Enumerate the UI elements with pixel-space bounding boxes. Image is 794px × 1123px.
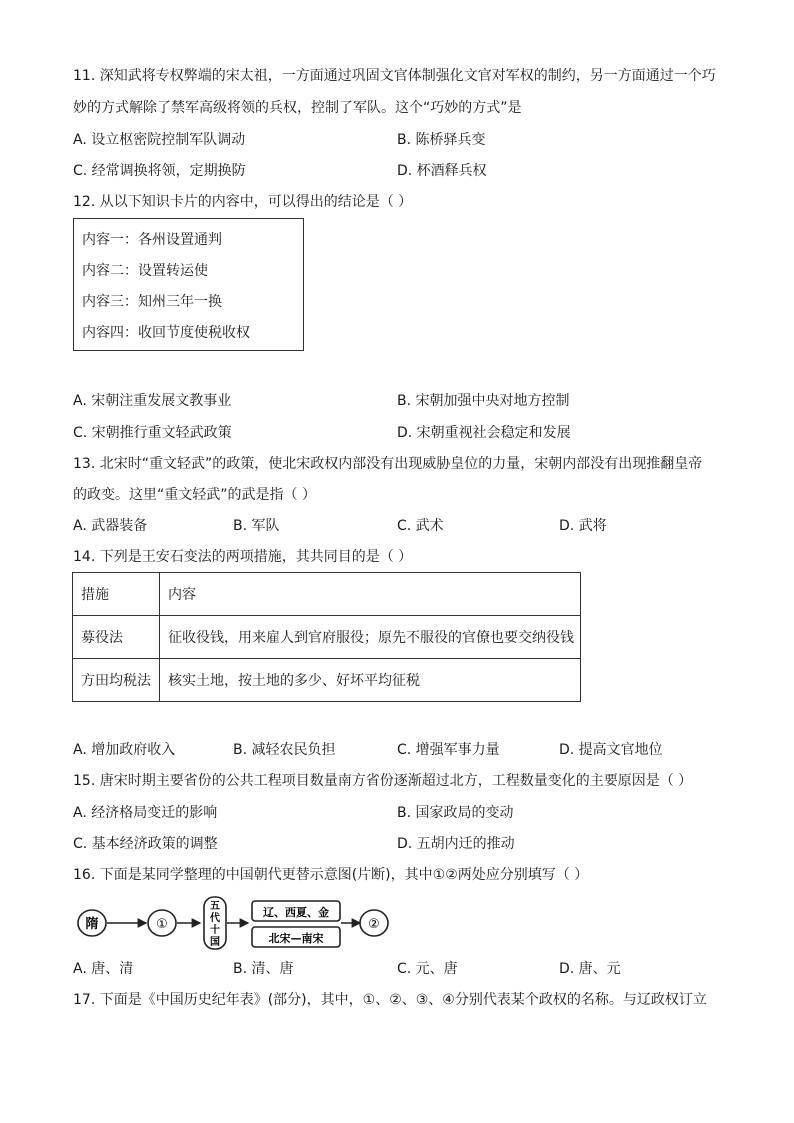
diagram-label-2: ②: [368, 917, 380, 932]
q16-option-a[interactable]: A. 唐、清: [73, 961, 134, 977]
q14-stem: 14. 下列是王安石变法的两项措施，其共同目的是（ ）: [73, 549, 413, 565]
q15-option-c[interactable]: C. 基本经济政策的调整: [73, 836, 218, 852]
q13-option-c[interactable]: C. 武术: [397, 518, 444, 534]
q13-option-a[interactable]: A. 武器装备: [73, 518, 148, 534]
q14-measures-table: [72, 572, 581, 702]
table-cell: 核实土地，按土地的多少、好坏平均征税: [160, 659, 581, 702]
q13-option-b[interactable]: B. 军队: [233, 518, 280, 534]
q15-option-d[interactable]: D. 五胡内迁的推动: [397, 836, 515, 852]
table-header-cell: 措施: [73, 573, 160, 616]
q11-option-a[interactable]: A. 设立枢密院控制军队调动: [73, 132, 246, 148]
diagram-label-five-dynasties-2: 代: [210, 913, 220, 924]
q14-option-c[interactable]: C. 增强军事力量: [397, 742, 500, 758]
diagram-label-liao-xixia-jin: 辽、西夏、金: [263, 906, 329, 919]
q15-option-a[interactable]: A. 经济格局变迁的影响: [73, 805, 218, 821]
diagram-label-five-dynasties-3: 十: [210, 925, 220, 936]
table-row: [73, 616, 581, 659]
table-cell: 募役法: [73, 616, 160, 659]
q12-option-b[interactable]: B. 宋朝加强中央对地方控制: [397, 393, 570, 409]
q16-stem: 16. 下面是某同学整理的中国朝代更替示意图(片断)，其中①②两处应分别填写（ ）: [73, 867, 589, 883]
diagram-label-five-dynasties-1: 五: [210, 901, 220, 912]
q11-option-c[interactable]: C. 经常调换将领，定期换防: [73, 163, 246, 179]
q11-option-d[interactable]: D. 杯酒释兵权: [397, 163, 487, 179]
table-header-cell: 内容: [160, 573, 581, 616]
q16-option-d[interactable]: D. 唐、元: [559, 961, 621, 977]
q16-option-c[interactable]: C. 元、唐: [397, 961, 458, 977]
q14-option-a[interactable]: A. 增加政府收入: [73, 742, 176, 758]
q12-card-item-2: 内容二：设置转运使: [82, 263, 208, 279]
q12-card-item-4: 内容四：收回节度使税收权: [82, 325, 250, 341]
diagram-label-five-dynasties-4: 国: [210, 937, 220, 948]
q14-option-b[interactable]: B. 减轻农民负担: [233, 742, 336, 758]
q14-option-d[interactable]: D. 提高文官地位: [559, 742, 663, 758]
q13-option-d[interactable]: D. 武将: [559, 518, 607, 534]
q11-stem-line1: 11. 深知武将专权弊端的宋太祖，一方面通过巩固文官体制强化文官对军权的制约，另一方面通过一个巧: [73, 68, 716, 84]
diagram-label-song: 北宋—南宋: [268, 932, 324, 945]
q12-option-d[interactable]: D. 宋朝重视社会稳定和发展: [397, 425, 571, 441]
q12-card-item-3: 内容三：知州三年一换: [82, 294, 222, 310]
diagram-label-sui: 隋: [85, 917, 99, 932]
q16-option-b[interactable]: B. 清、唐: [233, 961, 294, 977]
q15-option-b[interactable]: B. 国家政局的变动: [397, 805, 514, 821]
q12-stem: 12. 从以下知识卡片的内容中，可以得出的结论是（ ）: [73, 194, 413, 210]
table-cell: 方田均税法: [73, 659, 160, 702]
table-header-row: [73, 573, 581, 616]
diagram-label-1: ①: [156, 917, 168, 932]
table-row: [73, 659, 581, 702]
q16-dynasty-diagram: [76, 895, 396, 951]
table-cell: 征收役钱，用来雇人到官府服役；原先不服役的官僚也要交纳役钱: [160, 616, 581, 659]
q17-stem-line1: 17. 下面是《中国历史纪年表》(部分)，其中，①、②、③、④分别代表某个政权的名称。与辽政权订立: [73, 992, 707, 1008]
q11-option-b[interactable]: B. 陈桥驿兵变: [397, 132, 486, 148]
q12-option-c[interactable]: C. 宋朝推行重文轻武政策: [73, 425, 232, 441]
q12-knowledge-card: [73, 218, 304, 351]
q13-stem-line2: 的政变。这里“重文轻武”的武是指（ ）: [73, 487, 316, 503]
q15-stem: 15. 唐宋时期主要省份的公共工程项目数量南方省份逐渐超过北方，工程数量变化的主要原因是（ ）: [73, 773, 693, 789]
q13-stem-line1: 13. 北宋时“重文轻武”的政策，使北宋政权内部没有出现威胁皇位的力量，宋朝内部没有出现推翻皇帝: [73, 456, 703, 472]
q12-option-a[interactable]: A. 宋朝注重发展文教事业: [73, 393, 232, 409]
q12-card-item-1: 内容一：各州设置通判: [82, 232, 222, 248]
q11-stem-line2: 妙的方式解除了禁军高级将领的兵权，控制了军队。这个“巧妙的方式”是: [73, 100, 522, 116]
